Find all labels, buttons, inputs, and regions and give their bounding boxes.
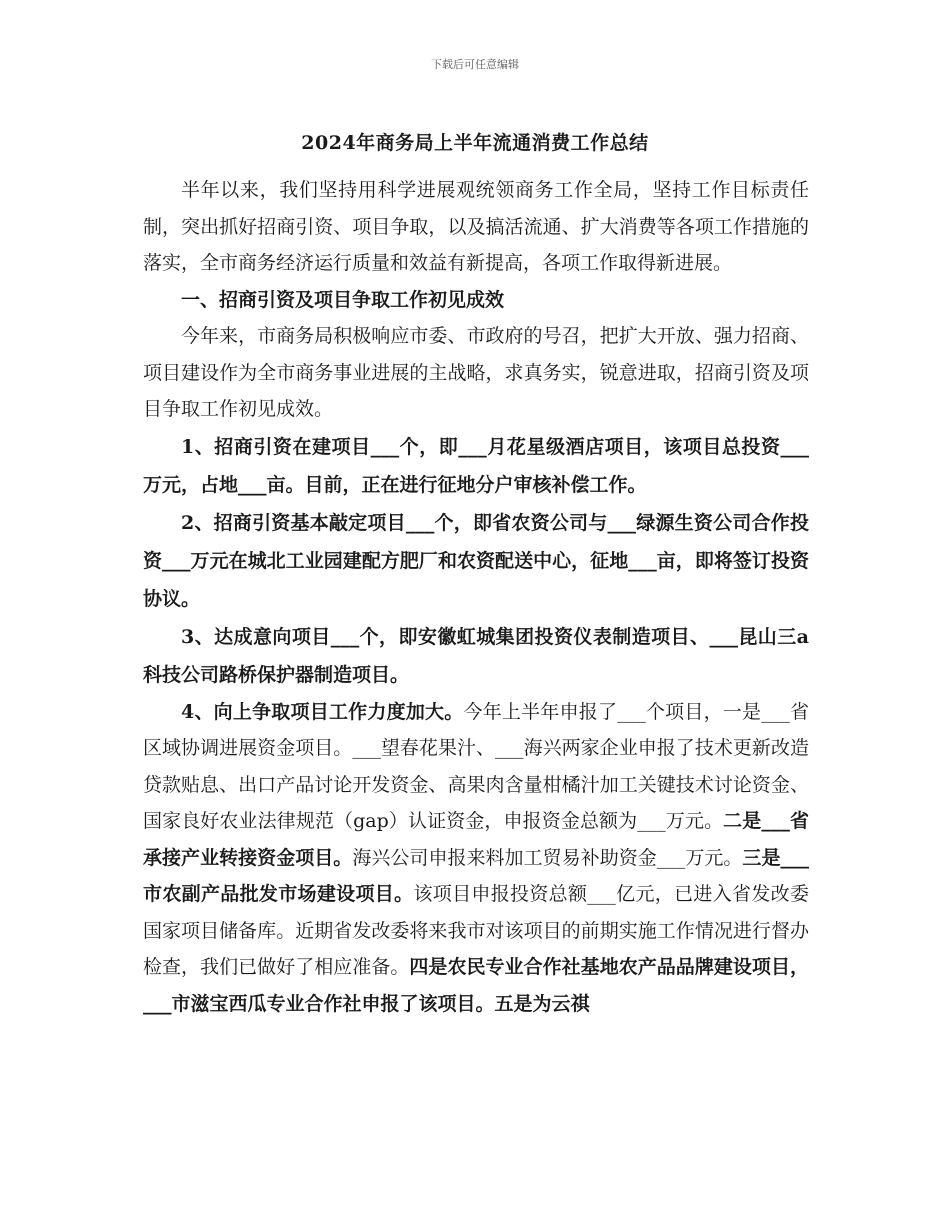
page-header-note: 下载后可任意编辑 — [431, 58, 519, 71]
item-4-text-3: 该项目申报投资总额___亿元，已进入省发改委国家项目储备库。近期省发改委将来我市对该项目的前期实施工作情况进行督办检查，我们已做好了相应准备。 — [143, 883, 809, 978]
item-4-paragraph — [143, 694, 809, 1023]
item-4-bold-1: 二是___省承接产业转接资金项目。 — [143, 810, 809, 869]
item-4-text-1: 今年上半年申报了___个项目，一是___省区域协调进展资金项目。___望春花果汁、___海兴两家企业申报了技术更新改造贷款贴息、出口产品讨论开发资金、高果肉含量柑橘汁加工关键技术讨论资金、国家良好农业法律规范（gap）认证资金，申报资金总额为___万元。 — [143, 700, 809, 832]
item-1-paragraph: 1、招商引资在建项目___个，即___月花星级酒店项目，该项目总投资___万元，占地___亩。目前，正在进行征地分户审核补偿工作。 — [143, 435, 809, 496]
section-1-heading: 一、招商引资及项目争取工作初见成效 — [181, 288, 505, 311]
item-4-bold-3: 四是农民专业合作社基地农产品品牌建设项目，___市滋宝西瓜专业合作社申报了该项目。五是为云祺 — [143, 956, 809, 1015]
item-3-paragraph: 3、达成意向项目___个，即安徽虹城集团投资仪表制造项目、___昆山三a科技公司路桥保护器制造项目。 — [143, 625, 809, 686]
item-2-paragraph: 2、招商引资基本敲定项目___个，即省农资公司与___绿源生资公司合作投资___万元在城北工业园建配方肥厂和农资配送中心，征地___亩，即将签订投资协议。 — [143, 511, 809, 610]
intro-paragraph: 半年以来，我们坚持用科学进展观统领商务工作全局，坚持工作目标责任制，突出抓好招商引资、项目争取，以及搞活流通、扩大消费等各项工作措施的落实，全市商务经济运行质量和效益有新提高，各项工作取得新进展。 — [143, 179, 809, 274]
item-4-lead: 4、向上争取项目工作力度加大。 — [181, 700, 464, 723]
item-4-text-2: 海兴公司申报来料加工贸易补助资金___万元。 — [352, 846, 743, 869]
section-1-intro-paragraph: 今年来，市商务局积极响应市委、市政府的号召，把扩大开放、强力招商、项目建设作为全市商务事业进展的主战略，求真务实，锐意进取，招商引资及项目争取工作初见成效。 — [143, 325, 809, 420]
document-body — [143, 172, 809, 1022]
document-title: 2024年商务局上半年流通消费工作总结 — [301, 132, 649, 154]
item-4-bold-2: 三是___市农副产品批发市场建设项目。 — [143, 846, 809, 905]
